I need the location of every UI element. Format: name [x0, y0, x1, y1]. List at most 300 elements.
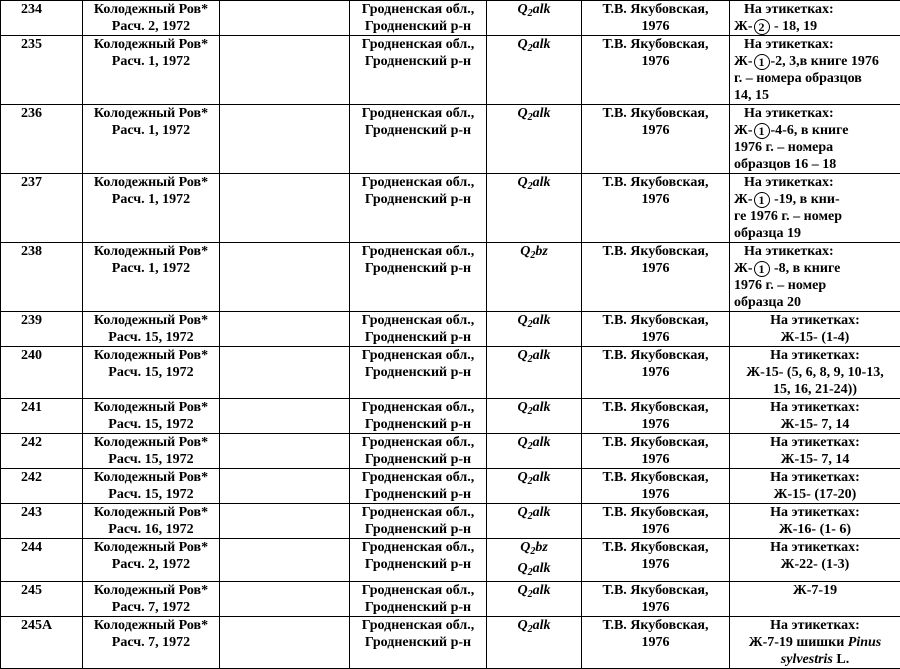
strat-suffix: alk [533, 175, 551, 190]
record-number: 241 [1, 399, 83, 434]
strat-symbol: Q [517, 37, 527, 52]
label-line: На этикетках: [770, 540, 860, 555]
label-suffix: - 18, 19 [771, 19, 818, 34]
strat-symbol: Q [517, 2, 527, 17]
label-line: На этикетках: [770, 505, 860, 520]
region-line: Гродненская обл., [362, 618, 475, 633]
strat-suffix: alk [533, 348, 551, 363]
region-line: Гродненский р-н [365, 452, 471, 467]
site-line: Колодежный Ров* [94, 106, 208, 121]
site-line: Расч. 15, 1972 [108, 452, 193, 467]
stratigraphy-index [517, 505, 550, 520]
label-line: Ж-22- (1-3) [781, 557, 850, 572]
record-number: 242 [1, 434, 83, 469]
label-heading: На этикетках: [734, 244, 834, 259]
author-line: Т.В. Якубовская, [603, 2, 709, 17]
site-line: Колодежный Ров* [94, 505, 208, 520]
label-heading: На этикетках: [734, 175, 834, 190]
stratigraphy-cell [487, 582, 582, 617]
region-line: Гродненская обл., [362, 348, 475, 363]
strat-suffix: alk [533, 470, 551, 485]
author-line: Т.В. Якубовская, [603, 435, 709, 450]
author-cell [582, 347, 730, 399]
stratigraphy-index [517, 37, 550, 52]
stratigraphy-index [517, 583, 550, 598]
site-line: Расч. 1, 1972 [112, 192, 190, 207]
author-cell [582, 243, 730, 312]
author-line: 1976 [642, 557, 670, 572]
strat-suffix: alk [533, 583, 551, 598]
region-cell [350, 582, 487, 617]
site-line: Расч. 15, 1972 [108, 487, 193, 502]
site-line: Колодежный Ров* [94, 618, 208, 633]
region-cell [350, 312, 487, 347]
author-line: Т.В. Якубовская, [603, 348, 709, 363]
label-cell [730, 174, 900, 243]
record-number: 236 [1, 105, 83, 174]
author-line: 1976 [642, 192, 670, 207]
strat-subscript: 2 [528, 476, 533, 487]
strat-suffix: alk [533, 313, 551, 328]
site-cell [83, 434, 220, 469]
label-cell [730, 469, 900, 504]
stratigraphy-index [520, 244, 548, 259]
author-line: 1976 [642, 123, 670, 138]
label-cell [730, 347, 900, 399]
table-row [1, 36, 900, 105]
region-line: Гродненская обл., [362, 37, 475, 52]
author-line: Т.В. Якубовская, [603, 244, 709, 259]
site-line: Расч. 15, 1972 [108, 417, 193, 432]
circled-number: 1 [754, 192, 770, 208]
author-line: Т.В. Якубовская, [603, 618, 709, 633]
circled-number: 1 [754, 54, 770, 70]
stratigraphy-cell [487, 539, 582, 582]
table-row [1, 399, 900, 434]
author-line: 1976 [642, 365, 670, 380]
site-line: Колодежный Ров* [94, 175, 208, 190]
region-cell [350, 469, 487, 504]
region-cell [350, 434, 487, 469]
species-epithet: sylvestris [781, 652, 833, 667]
strat-subscript: 2 [528, 8, 533, 19]
empty-cell [220, 617, 350, 669]
stratigraphy-index [517, 435, 550, 450]
stratigraphy-cell [487, 174, 582, 243]
species-genus: Pinus [848, 635, 881, 650]
stratigraphy-index [517, 313, 550, 328]
site-line: Колодежный Ров* [94, 2, 208, 17]
author-cell [582, 1, 730, 36]
region-line: Гродненская обл., [362, 106, 475, 121]
author-line: Т.В. Якубовская, [603, 175, 709, 190]
label-line: Ж-7-19 шишки [749, 635, 848, 650]
label-line: На этикетках: [770, 348, 860, 363]
record-number: 243 [1, 504, 83, 539]
label-suffix: -19, в кни- [771, 192, 840, 207]
site-cell [83, 469, 220, 504]
record-number: 237 [1, 174, 83, 243]
strat-subscript: 2 [530, 546, 535, 557]
label-prefix: Ж- [734, 192, 753, 207]
label-line: На этикетках: [770, 618, 860, 633]
label-line: образца 20 [734, 295, 801, 310]
strat-suffix: alk [533, 435, 551, 450]
label-cell [730, 243, 900, 312]
stratigraphy-cell [487, 105, 582, 174]
region-line: Гродненская обл., [362, 400, 475, 415]
label-suffix: -2, 3,в книге 1976 [771, 54, 879, 69]
label-line: Ж-7-19 [793, 583, 837, 598]
region-cell [350, 539, 487, 582]
table-body [1, 1, 900, 669]
site-line: Расч. 15, 1972 [108, 330, 193, 345]
record-number: 242 [1, 469, 83, 504]
site-cell [83, 399, 220, 434]
region-line: Гродненская обл., [362, 244, 475, 259]
site-line: Расч. 2, 1972 [112, 557, 190, 572]
strat-subscript: 2 [528, 406, 533, 417]
region-line: Гродненский р-н [365, 192, 471, 207]
stratigraphy-index [517, 561, 550, 576]
label-cell [730, 504, 900, 539]
table-row [1, 434, 900, 469]
empty-cell [220, 347, 350, 399]
table-row [1, 1, 900, 36]
strat-subscript: 2 [530, 250, 535, 261]
label-line: 15, 16, 21-24)) [773, 382, 857, 397]
empty-cell [220, 1, 350, 36]
strat-symbol: Q [517, 106, 527, 121]
author-cell [582, 105, 730, 174]
stratigraphy-cell [487, 504, 582, 539]
stratigraphy-cell [487, 347, 582, 399]
empty-cell [220, 36, 350, 105]
region-line: Гродненская обл., [362, 175, 475, 190]
region-cell [350, 243, 487, 312]
empty-cell [220, 312, 350, 347]
strat-symbol: Q [517, 618, 527, 633]
region-line: Гродненский р-н [365, 365, 471, 380]
label-line: Ж-15- (5, 6, 8, 9, 10-13, [746, 365, 884, 380]
label-heading: На этикетках: [734, 37, 834, 52]
strat-suffix: alk [533, 505, 551, 520]
label-cell [730, 582, 900, 617]
label-prefix: Ж- [734, 19, 753, 34]
region-line: Гродненский р-н [365, 522, 471, 537]
site-line: Колодежный Ров* [94, 583, 208, 598]
label-cell [730, 1, 900, 36]
table-row [1, 312, 900, 347]
stratigraphy-cell [487, 312, 582, 347]
site-cell [83, 582, 220, 617]
site-line: Расч. 2, 1972 [112, 19, 190, 34]
author-cell [582, 582, 730, 617]
region-line: Гродненская обл., [362, 505, 475, 520]
site-line: Расч. 7, 1972 [112, 600, 190, 615]
author-cell [582, 434, 730, 469]
label-line: На этикетках: [770, 313, 860, 328]
label-line: г. – номера образцов [734, 71, 862, 86]
strat-subscript: 2 [528, 112, 533, 123]
stratigraphy-cell [487, 243, 582, 312]
stratigraphy-index [517, 400, 550, 415]
strat-subscript: 2 [528, 567, 533, 578]
region-cell [350, 105, 487, 174]
region-line: Гродненская обл., [362, 2, 475, 17]
label-heading: На этикетках: [734, 2, 834, 17]
region-cell [350, 1, 487, 36]
table-row [1, 243, 900, 312]
author-cell [582, 174, 730, 243]
site-cell [83, 539, 220, 582]
site-line: Колодежный Ров* [94, 244, 208, 259]
site-line: Колодежный Ров* [94, 540, 208, 555]
label-line: ге 1976 г. – номер [734, 209, 842, 224]
site-line: Колодежный Ров* [94, 435, 208, 450]
stratigraphy-cell [487, 1, 582, 36]
table-row [1, 539, 900, 582]
label-line: 14, 15 [734, 88, 769, 103]
strat-symbol: Q [517, 583, 527, 598]
region-line: Гродненская обл., [362, 435, 475, 450]
record-number: 235 [1, 36, 83, 105]
label-line: образцов 16 – 18 [734, 157, 836, 172]
record-number: 240 [1, 347, 83, 399]
author-line: Т.В. Якубовская, [603, 400, 709, 415]
site-line: Расч. 7, 1972 [112, 635, 190, 650]
author-line: 1976 [642, 522, 670, 537]
region-line: Гродненский р-н [365, 635, 471, 650]
site-cell [83, 1, 220, 36]
species-author: L. [833, 652, 849, 667]
empty-cell [220, 243, 350, 312]
author-cell [582, 504, 730, 539]
strat-subscript: 2 [528, 181, 533, 192]
author-line: Т.В. Якубовская, [603, 37, 709, 52]
label-line: образца 19 [734, 226, 801, 241]
stratigraphy-index [517, 618, 550, 633]
record-number: 238 [1, 243, 83, 312]
site-line: Колодежный Ров* [94, 470, 208, 485]
empty-cell [220, 582, 350, 617]
strat-symbol: Q [517, 175, 527, 190]
author-line: Т.В. Якубовская, [603, 313, 709, 328]
label-line: На этикетках: [770, 470, 860, 485]
author-line: 1976 [642, 19, 670, 34]
strat-subscript: 2 [528, 511, 533, 522]
label-line: На этикетках: [770, 400, 860, 415]
site-line: Расч. 1, 1972 [112, 54, 190, 69]
stratigraphy-cell [487, 36, 582, 105]
site-cell [83, 504, 220, 539]
label-prefix: Ж- [734, 123, 753, 138]
strat-suffix: alk [533, 561, 551, 576]
strat-suffix: alk [533, 2, 551, 17]
author-cell [582, 469, 730, 504]
label-line: Ж-15- (1-4) [781, 330, 850, 345]
site-line: Колодежный Ров* [94, 348, 208, 363]
strat-suffix: bz [535, 244, 547, 259]
region-line: Гродненская обл., [362, 313, 475, 328]
record-number: 245 [1, 582, 83, 617]
region-cell [350, 174, 487, 243]
label-line: 1976 г. – номер [734, 278, 826, 293]
stratigraphy-index [520, 540, 548, 555]
record-number: 239 [1, 312, 83, 347]
label-cell [730, 617, 900, 669]
label-prefix: Ж- [734, 54, 753, 69]
region-line: Гродненский р-н [365, 54, 471, 69]
stratigraphy-index [517, 2, 550, 17]
site-cell [83, 617, 220, 669]
author-line: 1976 [642, 600, 670, 615]
stratigraphy-index [517, 175, 550, 190]
stratigraphy-cell [487, 469, 582, 504]
author-line: 1976 [642, 330, 670, 345]
site-line: Расч. 1, 1972 [112, 123, 190, 138]
region-line: Гродненская обл., [362, 540, 475, 555]
stratigraphy-index [517, 348, 550, 363]
author-line: Т.В. Якубовская, [603, 106, 709, 121]
label-line: 1976 г. – номера [734, 140, 833, 155]
region-line: Гродненский р-н [365, 417, 471, 432]
strat-suffix: alk [533, 106, 551, 121]
region-line: Гродненский р-н [365, 123, 471, 138]
empty-cell [220, 399, 350, 434]
strat-symbol: Q [517, 505, 527, 520]
label-heading: На этикетках: [734, 106, 834, 121]
strat-subscript: 2 [528, 43, 533, 54]
record-number: 245А [1, 617, 83, 669]
author-cell [582, 539, 730, 582]
stratigraphy-cell [487, 617, 582, 669]
strat-suffix: alk [533, 37, 551, 52]
site-line: Расч. 1, 1972 [112, 261, 190, 276]
author-cell [582, 36, 730, 105]
stratigraphy-cell [487, 399, 582, 434]
strat-subscript: 2 [528, 624, 533, 635]
region-cell [350, 399, 487, 434]
circled-number: 1 [754, 261, 770, 277]
strat-symbol: Q [517, 435, 527, 450]
region-line: Гродненский р-н [365, 557, 471, 572]
site-line: Колодежный Ров* [94, 37, 208, 52]
record-number: 244 [1, 539, 83, 582]
label-line: Ж-15- 7, 14 [781, 452, 850, 467]
site-line: Расч. 15, 1972 [108, 365, 193, 380]
empty-cell [220, 434, 350, 469]
strat-symbol: Q [517, 313, 527, 328]
label-cell [730, 539, 900, 582]
table-row [1, 582, 900, 617]
empty-cell [220, 469, 350, 504]
site-line: Колодежный Ров* [94, 400, 208, 415]
label-cell [730, 312, 900, 347]
label-line: На этикетках: [770, 435, 860, 450]
author-line: Т.В. Якубовская, [603, 505, 709, 520]
strat-symbol: Q [517, 561, 527, 576]
empty-cell [220, 504, 350, 539]
strat-suffix: alk [533, 618, 551, 633]
table-row [1, 469, 900, 504]
label-cell [730, 434, 900, 469]
author-line: 1976 [642, 417, 670, 432]
strat-suffix: alk [533, 400, 551, 415]
strat-symbol: Q [520, 244, 530, 259]
site-cell [83, 174, 220, 243]
region-cell [350, 36, 487, 105]
label-line: Ж-16- (1- 6) [779, 522, 851, 537]
site-cell [83, 105, 220, 174]
region-line: Гродненский р-н [365, 261, 471, 276]
label-suffix: -4-6, в книге [771, 123, 849, 138]
region-line: Гродненский р-н [365, 330, 471, 345]
table-row [1, 174, 900, 243]
strat-suffix: bz [535, 540, 547, 555]
region-cell [350, 617, 487, 669]
author-line: Т.В. Якубовская, [603, 540, 709, 555]
circled-number: 2 [754, 19, 770, 35]
table-row [1, 504, 900, 539]
strat-symbol: Q [517, 470, 527, 485]
strat-subscript: 2 [528, 319, 533, 330]
author-line: Т.В. Якубовская, [603, 583, 709, 598]
region-line: Гродненская обл., [362, 583, 475, 598]
author-cell [582, 399, 730, 434]
strat-symbol: Q [517, 348, 527, 363]
region-line: Гродненский р-н [365, 600, 471, 615]
author-line: 1976 [642, 452, 670, 467]
empty-cell [220, 105, 350, 174]
site-line: Колодежный Ров* [94, 313, 208, 328]
region-cell [350, 504, 487, 539]
empty-cell [220, 174, 350, 243]
label-cell [730, 105, 900, 174]
site-cell [83, 36, 220, 105]
table-row [1, 347, 900, 399]
site-line: Расч. 16, 1972 [108, 522, 193, 537]
label-line: Ж-15- (17-20) [774, 487, 857, 502]
author-line: 1976 [642, 635, 670, 650]
strat-symbol: Q [520, 540, 530, 555]
strat-subscript: 2 [528, 354, 533, 365]
label-cell [730, 36, 900, 105]
site-cell [83, 312, 220, 347]
label-prefix: Ж- [734, 261, 753, 276]
label-suffix: -8, в книге [771, 261, 841, 276]
region-line: Гродненская обл., [362, 470, 475, 485]
strat-subscript: 2 [528, 589, 533, 600]
record-number: 234 [1, 1, 83, 36]
label-line: Ж-15- 7, 14 [781, 417, 850, 432]
strat-subscript: 2 [528, 441, 533, 452]
stratigraphy-index [517, 106, 550, 121]
author-line: 1976 [642, 54, 670, 69]
circled-number: 1 [754, 123, 770, 139]
stratigraphy-index [517, 470, 550, 485]
site-cell [83, 243, 220, 312]
author-line: 1976 [642, 487, 670, 502]
author-line: Т.В. Якубовская, [603, 470, 709, 485]
empty-cell [220, 539, 350, 582]
table-row [1, 617, 900, 669]
strat-symbol: Q [517, 400, 527, 415]
region-cell [350, 347, 487, 399]
author-line: 1976 [642, 261, 670, 276]
author-cell [582, 617, 730, 669]
author-cell [582, 312, 730, 347]
